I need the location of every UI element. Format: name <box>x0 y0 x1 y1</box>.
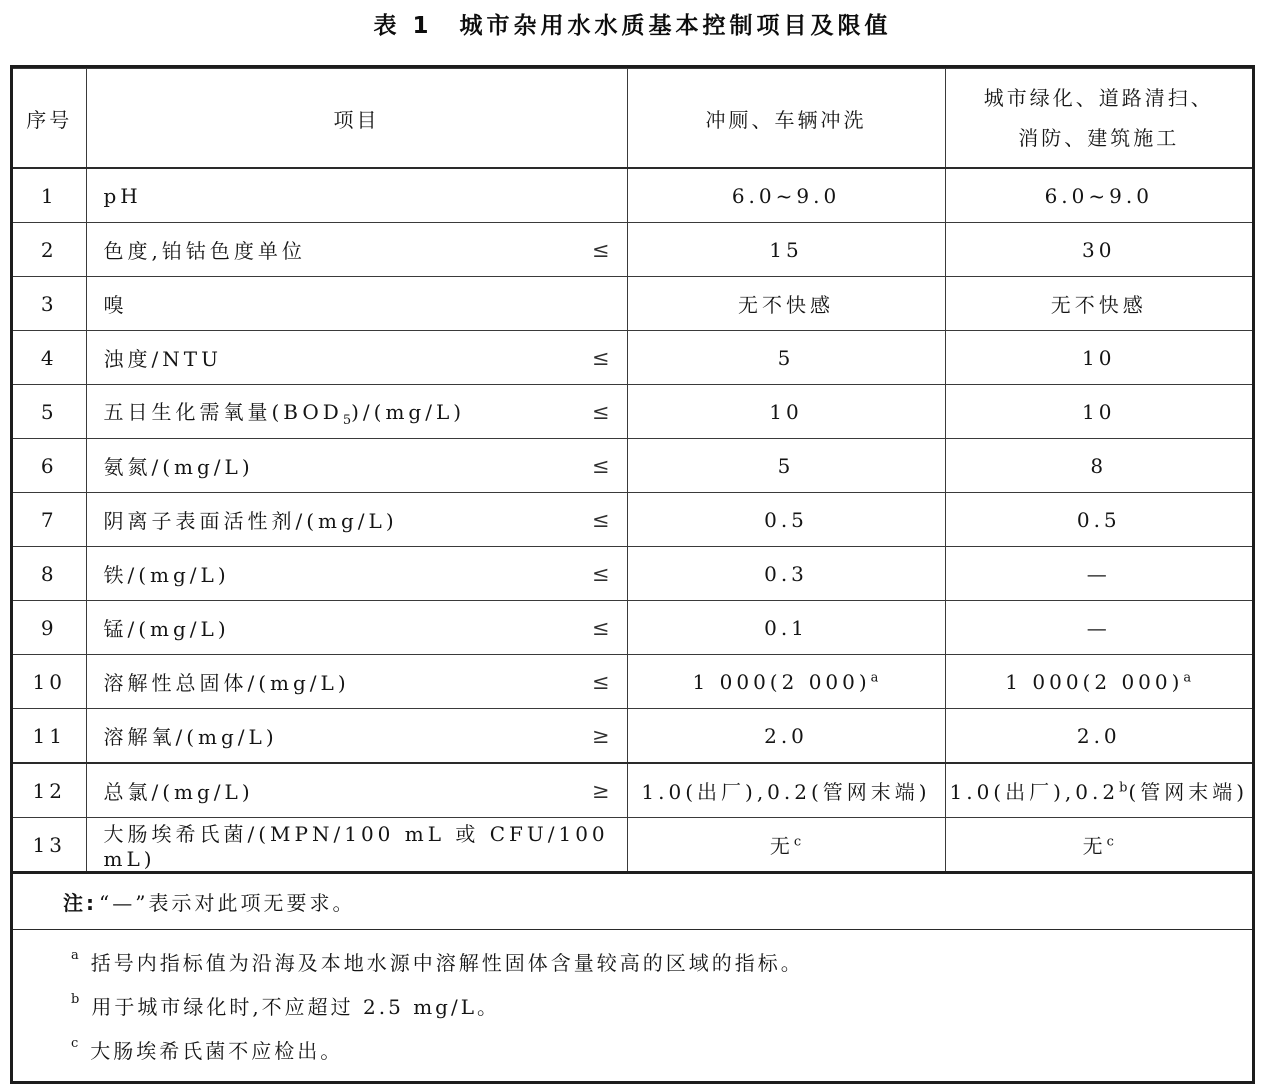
item-label: 大肠埃希氏菌/(MPN/100 mL 或 CFU/100 mL) <box>103 822 609 871</box>
bod-subscript: 5 <box>342 412 352 428</box>
water-quality-limits-table <box>13 68 1252 871</box>
limit-operator: ≤ <box>591 561 610 586</box>
table-row <box>13 277 1252 331</box>
limit-operator: ≤ <box>591 399 610 424</box>
item-cell <box>86 277 627 331</box>
value-greening-construction: 6.0~9.0 <box>945 168 1252 223</box>
item-label: 色度,铂钴色度单位 <box>103 239 306 263</box>
footnote-text: 用于城市绿化时,不应超过 2.5 mg/L。 <box>91 994 500 1019</box>
value-toilet-carwash: 0.5 <box>627 493 945 547</box>
value-greening-construction: 2.0 <box>945 709 1252 764</box>
item-label: pH <box>103 183 142 208</box>
row-number: 5 <box>13 385 86 439</box>
item-label: 锰/(mg/L) <box>103 617 230 641</box>
item-label: 铁/(mg/L) <box>103 563 230 587</box>
item-cell <box>86 223 627 277</box>
table-row <box>13 601 1252 655</box>
value-greening-construction: 1.0(出厂),0.2$^b$(管网末端) <box>945 763 1252 818</box>
limit-operator: ≥ <box>591 778 610 803</box>
row-number: 11 <box>13 709 86 764</box>
note-text: “—”表示对此项无要求。 <box>99 891 356 915</box>
limit-operator: ≤ <box>591 507 610 532</box>
item-cell <box>86 601 627 655</box>
item-label: 氨氮/(mg/L) <box>103 455 254 479</box>
value-greening-construction: 无不快感 <box>945 277 1252 331</box>
value-toilet-carwash: 1 000(2 000)$^a$ <box>627 655 945 709</box>
row-number: 2 <box>13 223 86 277</box>
footnote-marker: a <box>71 947 79 963</box>
value-greening-construction: 无$^c$ <box>945 818 1252 872</box>
item-label: 浊度/NTU <box>103 347 222 371</box>
value-toilet-carwash: 5 <box>627 439 945 493</box>
row-number: 9 <box>13 601 86 655</box>
table-row <box>13 168 1252 223</box>
limit-operator: ≥ <box>591 723 610 748</box>
value-toilet-carwash: 15 <box>627 223 945 277</box>
item-cell <box>86 763 627 818</box>
table-frame <box>10 65 1255 1084</box>
value-toilet-carwash: 6.0~9.0 <box>627 168 945 223</box>
value-toilet-carwash: 1.0(出厂),0.2(管网末端) <box>627 763 945 818</box>
header-seq-no: 序号 <box>13 69 86 169</box>
value-greening-construction: 10 <box>945 385 1252 439</box>
footnote-c <box>71 1027 1232 1071</box>
footnote-marker: b <box>71 991 80 1007</box>
footnote-b <box>71 983 1232 1027</box>
footnote-ref-a: a <box>870 669 880 685</box>
table-header-row <box>13 69 1252 169</box>
limit-operator: ≤ <box>591 237 610 262</box>
footnote-text: 大肠埃希氏菌不应检出。 <box>90 1038 344 1063</box>
limit-operator: ≤ <box>591 345 610 370</box>
row-number: 8 <box>13 547 86 601</box>
row-number: 10 <box>13 655 86 709</box>
table-row <box>13 331 1252 385</box>
header-toilet-carwash: 冲厕、车辆冲洗 <box>627 69 945 169</box>
row-number: 4 <box>13 331 86 385</box>
row-number: 1 <box>13 168 86 223</box>
value-greening-construction: 1 000(2 000)$^a$ <box>945 655 1252 709</box>
limit-operator: ≤ <box>591 453 610 478</box>
value-toilet-carwash: 5 <box>627 331 945 385</box>
item-cell <box>86 493 627 547</box>
limit-operator: ≤ <box>591 615 610 640</box>
table-row <box>13 655 1252 709</box>
header-greening-construction: 城市绿化、道路清扫、消防、建筑施工 <box>945 69 1252 169</box>
footnote-ref-c: c <box>1106 834 1115 850</box>
item-cell <box>86 818 627 872</box>
row-number: 3 <box>13 277 86 331</box>
value-toilet-carwash: 0.3 <box>627 547 945 601</box>
table-row <box>13 493 1252 547</box>
row-number: 13 <box>13 818 86 872</box>
value-greening-construction: — <box>945 601 1252 655</box>
table-row <box>13 223 1252 277</box>
item-label: 嗅 <box>103 293 128 317</box>
row-number: 7 <box>13 493 86 547</box>
value-greening-construction: — <box>945 547 1252 601</box>
table-row <box>13 818 1252 872</box>
footnote-ref-b: b <box>1119 780 1129 796</box>
value-toilet-carwash: 无不快感 <box>627 277 945 331</box>
item-cell <box>86 655 627 709</box>
value-greening-construction: 8 <box>945 439 1252 493</box>
row-number: 6 <box>13 439 86 493</box>
item-cell <box>86 331 627 385</box>
item-cell <box>86 439 627 493</box>
table-row <box>13 763 1252 818</box>
footnote-ref-c: c <box>793 834 803 850</box>
value-toilet-carwash: 10 <box>627 385 945 439</box>
value-greening-construction: 0.5 <box>945 493 1252 547</box>
value-greening-construction: 10 <box>945 331 1252 385</box>
value-toilet-carwash: 2.0 <box>627 709 945 764</box>
table-title: 表 1 城市杂用水水质基本控制项目及限值 <box>373 13 892 39</box>
table-row <box>13 385 1252 439</box>
table-note <box>13 871 1252 929</box>
item-label: 五日生化需氧量$(BOD_5)/(mg/L)$ <box>103 399 466 428</box>
item-cell <box>86 168 627 223</box>
table-row <box>13 547 1252 601</box>
value-greening-construction: 30 <box>945 223 1252 277</box>
footnote-marker: c <box>71 1035 79 1051</box>
table-row <box>13 439 1252 493</box>
item-label: 总氯/(mg/L) <box>103 780 254 804</box>
item-cell <box>86 709 627 764</box>
footnote-a <box>71 939 1232 983</box>
footnote-text: 括号内指标值为沿海及本地水源中溶解性固体含量较高的区域的指标。 <box>90 950 804 975</box>
item-cell <box>86 547 627 601</box>
header-item: 项目 <box>86 69 627 169</box>
item-label: 溶解性总固体/(mg/L) <box>103 671 350 695</box>
value-toilet-carwash: 0.1 <box>627 601 945 655</box>
item-label: 阴离子表面活性剂/(mg/L) <box>103 509 398 533</box>
footnote-ref-a: a <box>1183 669 1193 685</box>
item-cell <box>86 385 627 439</box>
note-label: 注: <box>63 891 97 915</box>
value-toilet-carwash: 无$^c$ <box>627 818 945 872</box>
limit-operator: ≤ <box>591 669 610 694</box>
table-row <box>13 709 1252 764</box>
item-label: 溶解氧/(mg/L) <box>103 725 278 749</box>
row-number: 12 <box>13 763 86 818</box>
footnotes-section <box>13 929 1252 1081</box>
